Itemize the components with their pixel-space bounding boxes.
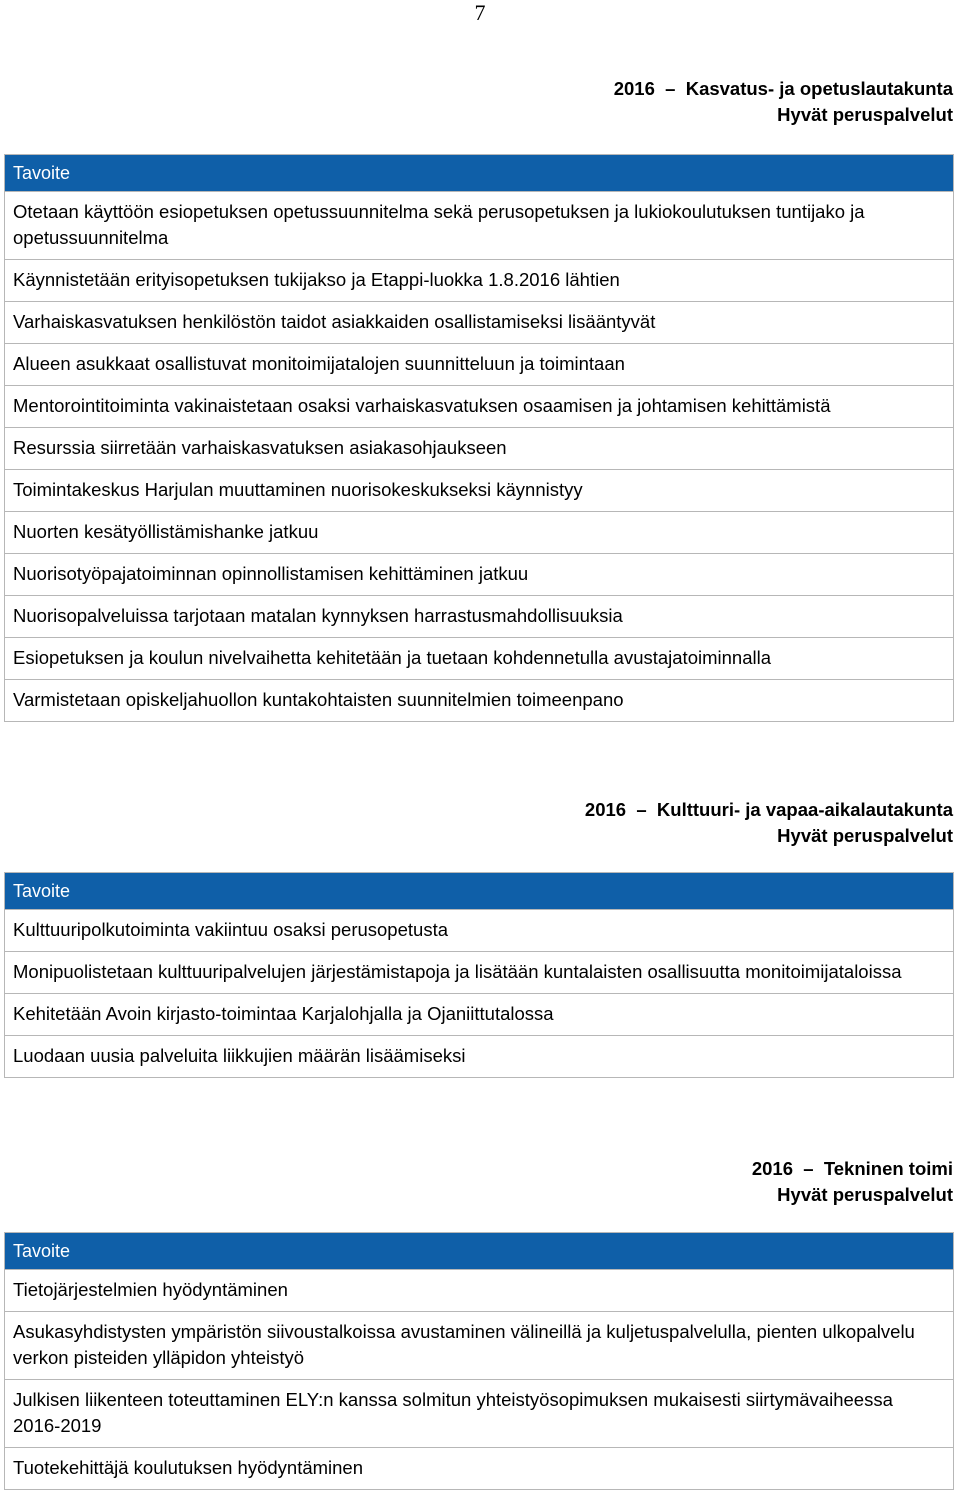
goal-table-tekninen bbox=[4, 1232, 954, 1490]
table-row: Kulttuuripolkutoiminta vakiintuu osaksi perusopetusta bbox=[5, 910, 954, 952]
table-row: Esiopetuksen ja koulun nivelvaihetta kehitetään ja tuetaan kohdennetulla avustajatoiminnalla bbox=[5, 638, 954, 680]
section-heading-kulttuuri bbox=[585, 797, 953, 849]
goal-table-kasvatus bbox=[4, 154, 954, 722]
table-row: Kehitetään Avoin kirjasto-toimintaa Karjalohjalla ja Ojaniittutalossa bbox=[5, 994, 954, 1036]
table-row: Toimintakeskus Harjulan muuttaminen nuorisokeskukseksi käynnistyy bbox=[5, 470, 954, 512]
table-row: Julkisen liikenteen toteuttaminen ELY:n kanssa solmitun yhteistyösopimuksen mukaisesti siirtymävaiheessa 2016-2019 bbox=[5, 1380, 954, 1448]
section-subtitle: Hyvät peruspalvelut bbox=[777, 1184, 953, 1205]
section-subtitle: Hyvät peruspalvelut bbox=[777, 104, 953, 125]
section-heading-tekninen bbox=[752, 1156, 953, 1208]
table-header: Tavoite bbox=[5, 873, 954, 910]
table-row: Käynnistetään erityisopetuksen tukijakso ja Etappi-luokka 1.8.2016 lähtien bbox=[5, 260, 954, 302]
table-header: Tavoite bbox=[5, 1233, 954, 1270]
table-row: Mentorointitoiminta vakinaistetaan osaksi varhaiskasvatuksen osaamisen ja johtamisen kehittämistä bbox=[5, 386, 954, 428]
table-row: Alueen asukkaat osallistuvat monitoimijatalojen suunnitteluun ja toimintaan bbox=[5, 344, 954, 386]
section-heading-kasvatus bbox=[614, 76, 953, 128]
section-title: 2016 – Tekninen toimi bbox=[751, 1158, 953, 1179]
table-row: Nuorten kesätyöllistämishanke jatkuu bbox=[5, 512, 954, 554]
table-row: Varhaiskasvatuksen henkilöstön taidot asiakkaiden osallistamiseksi lisääntyvät bbox=[5, 302, 954, 344]
section-subtitle: Hyvät peruspalvelut bbox=[777, 825, 953, 846]
table-row: Tietojärjestelmien hyödyntäminen bbox=[5, 1270, 954, 1312]
page-number: 7 bbox=[474, 0, 486, 25]
section-title: 2016 – Kulttuuri- ja vapaa-aikalautakunta bbox=[584, 799, 953, 820]
table-row: Tuotekehittäjä koulutuksen hyödyntäminen bbox=[5, 1448, 954, 1490]
table-row: Otetaan käyttöön esiopetuksen opetussuunnitelma sekä perusopetuksen ja lukiokoulutuksen tuntijako ja opetussuunnitelma bbox=[5, 192, 954, 260]
table-row: Asukasyhdistysten ympäristön siivoustalkoissa avustaminen välineillä ja kuljetuspalvelulla, pienten ulkopalvelu verkon pisteiden ylläpidon yhteistyö bbox=[5, 1312, 954, 1380]
table-row: Nuorisotyöpajatoiminnan opinnollistamisen kehittäminen jatkuu bbox=[5, 554, 954, 596]
goal-table-kulttuuri bbox=[4, 872, 954, 1078]
table-header: Tavoite bbox=[5, 155, 954, 192]
table-row: Resurssia siirretään varhaiskasvatuksen asiakasohjaukseen bbox=[5, 428, 954, 470]
table-row: Monipuolistetaan kulttuuripalvelujen järjestämistapoja ja lisätään kuntalaisten osallisuutta monitoimijataloissa bbox=[5, 952, 954, 994]
table-row: Nuorisopalveluissa tarjotaan matalan kynnyksen harrastusmahdollisuuksia bbox=[5, 596, 954, 638]
table-row: Varmistetaan opiskeljahuollon kuntakohtaisten suunnitelmien toimeenpano bbox=[5, 680, 954, 722]
section-title: 2016 – Kasvatus- ja opetuslautakunta bbox=[613, 78, 953, 99]
table-row: Luodaan uusia palveluita liikkujien määrän lisäämiseksi bbox=[5, 1036, 954, 1078]
